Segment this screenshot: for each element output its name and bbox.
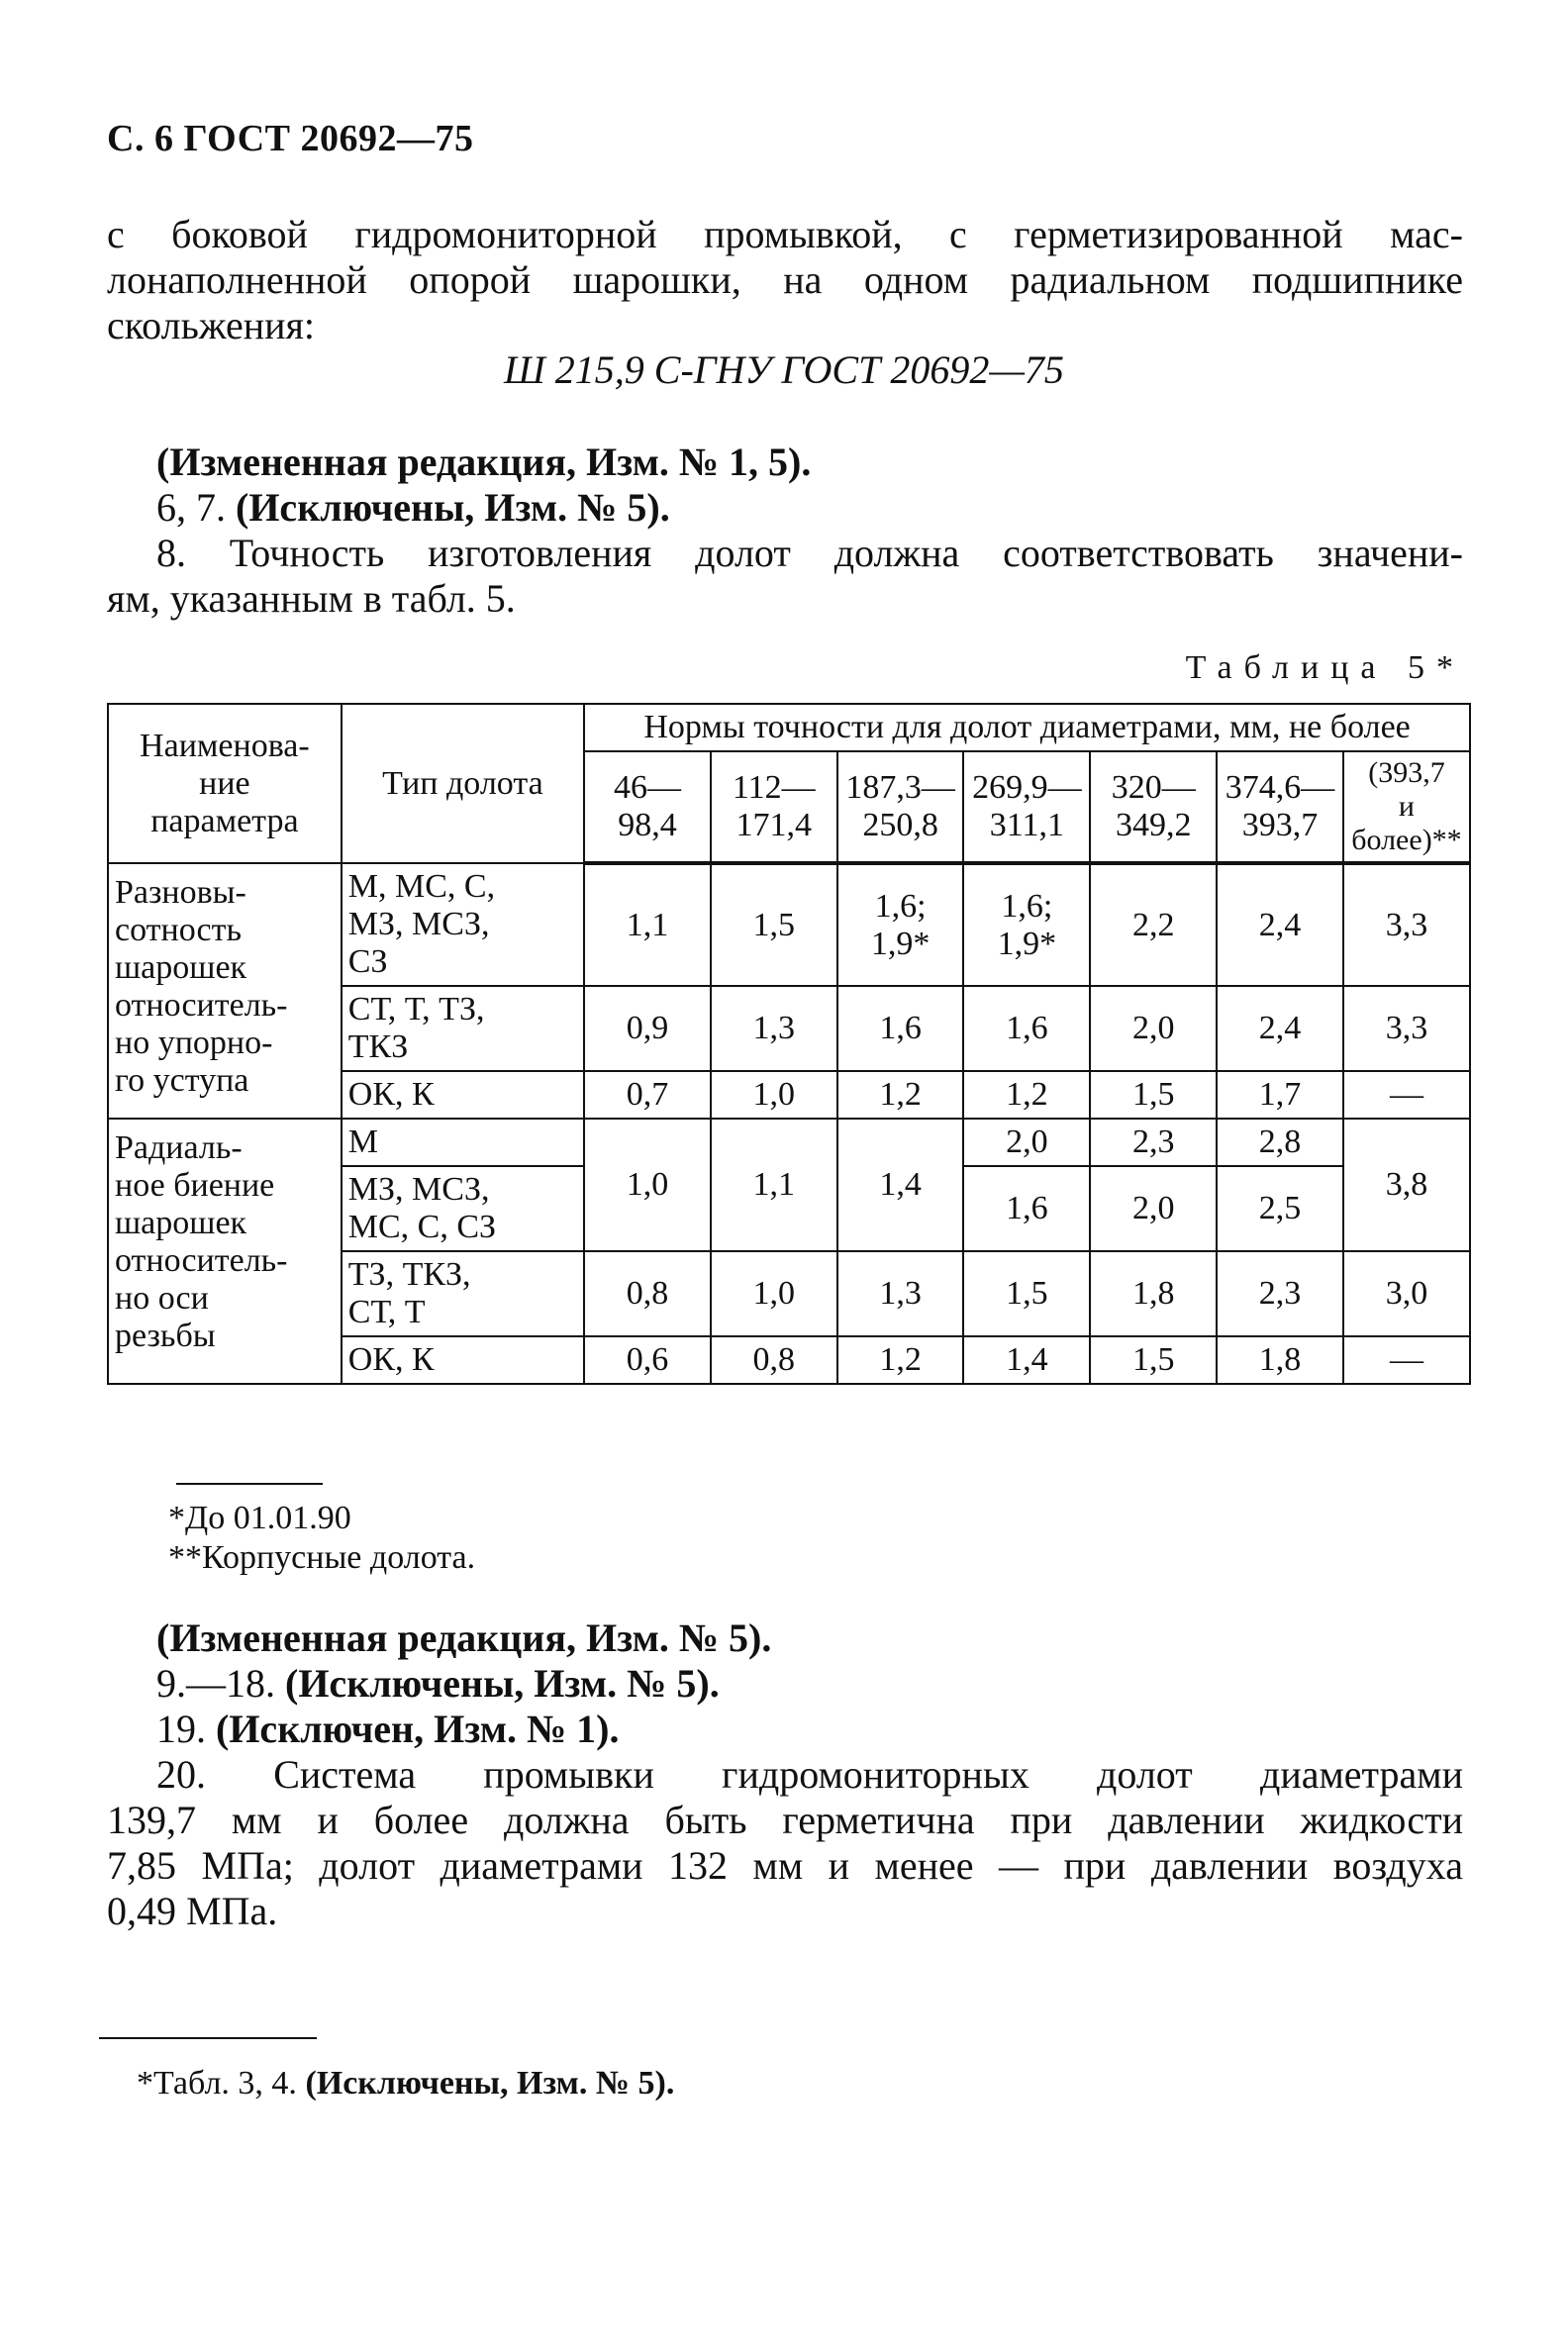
- table-row: [108, 1119, 1470, 1166]
- value-cell: 2,4: [1217, 986, 1343, 1071]
- item-20-line: 139,7 мм и более должна быть герметична при давлении жидкости: [107, 1798, 1463, 1842]
- value-cell: —: [1343, 1071, 1470, 1119]
- footnote: *До 01.01.90: [168, 1500, 351, 1536]
- value-cell: 0,7: [584, 1071, 711, 1119]
- header-diameter: (393,7 и более)**: [1343, 751, 1470, 863]
- value-cell: 1,6: [837, 986, 964, 1071]
- value-cell: 2,0: [1090, 986, 1217, 1071]
- value-cell: 1,0: [584, 1119, 711, 1251]
- value-cell: 3,0: [1343, 1251, 1470, 1336]
- header-line: Наименова-: [140, 727, 310, 764]
- value-cell: 2,8: [1217, 1119, 1343, 1166]
- item-9-18: [107, 1661, 1463, 1707]
- item-8-line: 8. Точность изготовления долот должна соответствовать значени-: [156, 531, 1463, 575]
- bit-type: М: [342, 1119, 584, 1166]
- bit-designation: Ш 215,9 С-ГНУ ГОСТ 20692—75: [504, 347, 1064, 392]
- value-cell: 0,8: [584, 1251, 711, 1336]
- value-cell: 0,9: [584, 986, 711, 1071]
- value-cell: 1,1: [584, 863, 711, 986]
- change-note: (Измененная редакция, Изм. № 1, 5).: [156, 440, 812, 484]
- item-number: 19.: [156, 1707, 206, 1751]
- item-6-7: [107, 485, 1463, 531]
- header-diameter: 320— 349,2: [1090, 751, 1217, 863]
- value-cell: 3,3: [1343, 863, 1470, 986]
- header-diameter: 112— 171,4: [711, 751, 837, 863]
- page-footnote: [137, 2065, 674, 2103]
- value-cell: 2,5: [1217, 1166, 1343, 1251]
- header-diameter: 187,3— 250,8: [837, 751, 964, 863]
- value-cell: 1,4: [963, 1336, 1090, 1384]
- header-diameter: 269,9— 311,1: [963, 751, 1090, 863]
- footnote-divider: [176, 1483, 323, 1485]
- param-name: Радиаль- ное биение шарошек относитель- но оси резьбы: [108, 1119, 342, 1384]
- value-cell: 1,2: [837, 1336, 964, 1384]
- header-param: [108, 704, 342, 863]
- bit-type: СТ, Т, ТЗ, ТКЗ: [342, 986, 584, 1071]
- header-type: Тип долота: [342, 704, 584, 863]
- footnote-status: (Исключены, Изм. № 5).: [305, 2065, 675, 2102]
- value-cell: 1,1: [711, 1119, 837, 1251]
- item-number: 9.—18.: [156, 1661, 275, 1706]
- value-cell: 1,5: [963, 1251, 1090, 1336]
- value-cell: 1,4: [837, 1119, 964, 1251]
- header-diameter: 374,6— 393,7: [1217, 751, 1343, 863]
- value-cell: 2,3: [1217, 1251, 1343, 1336]
- header-diameter: 46— 98,4: [584, 751, 711, 863]
- header-group: Нормы точности для долот диаметрами, мм, не более: [584, 704, 1470, 751]
- item-status: (Исключен, Изм. № 1).: [216, 1707, 620, 1751]
- value-cell: 2,3: [1090, 1119, 1217, 1166]
- value-cell: 2,2: [1090, 863, 1217, 986]
- param-name: Разновы- сотность шарошек относитель- но упорно- го уступа: [108, 863, 342, 1119]
- value-cell: 1,5: [1090, 1071, 1217, 1119]
- bit-type: МЗ, МСЗ, МС, С, СЗ: [342, 1166, 584, 1251]
- value-cell: 1,0: [711, 1251, 837, 1336]
- change-block-2: [107, 1615, 1463, 1934]
- value-cell: 1,2: [837, 1071, 964, 1119]
- page-header: С. 6 ГОСТ 20692—75: [107, 118, 474, 159]
- value-cell: 1,5: [711, 863, 837, 986]
- value-cell: 3,8: [1343, 1119, 1470, 1251]
- value-cell: 1,5: [1090, 1336, 1217, 1384]
- header-line: параметра: [150, 802, 299, 839]
- value-cell: 1,3: [837, 1251, 964, 1336]
- item-20-line: 20. Система промывки гидромониторных долот диаметрами: [156, 1752, 1463, 1797]
- value-cell: 3,3: [1343, 986, 1470, 1071]
- value-cell: 2,0: [963, 1119, 1090, 1166]
- footnote: **Корпусные долота.: [168, 1539, 476, 1576]
- value-cell: 1,6: [963, 1166, 1090, 1251]
- intro-paragraph: [107, 212, 1463, 348]
- item-number: 6, 7.: [156, 485, 226, 530]
- intro-line: скольжения:: [107, 303, 316, 347]
- value-cell: 2,4: [1217, 863, 1343, 986]
- intro-line: лонаполненной опорой шарошки, на одном радиальном подшипнике: [107, 257, 1463, 302]
- value-cell: 1,6; 1,9*: [837, 863, 964, 986]
- value-cell: 1,6: [963, 986, 1090, 1071]
- value-cell: 0,8: [711, 1336, 837, 1384]
- item-status: (Исключены, Изм. № 5).: [285, 1661, 720, 1706]
- item-20-line: 7,85 МПа; долот диаметрами 132 мм и менее — при давлении воздуха: [107, 1843, 1463, 1888]
- value-cell: 1,0: [711, 1071, 837, 1119]
- bit-type: ОК, К: [342, 1336, 584, 1384]
- value-cell: 1,7: [1217, 1071, 1343, 1119]
- table-footnotes: [168, 1499, 475, 1578]
- precision-table: [107, 703, 1471, 1385]
- value-cell: 1,3: [711, 986, 837, 1071]
- header-line: ние: [199, 764, 250, 802]
- bit-type: ТЗ, ТКЗ, СТ, Т: [342, 1251, 584, 1336]
- item-status: (Исключены, Изм. № 5).: [236, 485, 670, 530]
- item-20-line: 0,49 МПа.: [107, 1889, 278, 1933]
- bit-type: ОК, К: [342, 1071, 584, 1119]
- change-note: (Измененная редакция, Изм. № 5).: [156, 1615, 772, 1660]
- table-row: [108, 863, 1470, 986]
- table-caption: Таблица 5*: [1185, 649, 1465, 686]
- item-19: [107, 1707, 1463, 1752]
- value-cell: 1,8: [1090, 1251, 1217, 1336]
- intro-line: с боковой гидромониторной промывкой, с герметизированной мас-: [107, 212, 1463, 256]
- value-cell: 2,0: [1090, 1166, 1217, 1251]
- value-cell: 1,6; 1,9*: [963, 863, 1090, 986]
- value-cell: —: [1343, 1336, 1470, 1384]
- item-8-line: ям, указанным в табл. 5.: [107, 576, 516, 621]
- value-cell: 1,8: [1217, 1336, 1343, 1384]
- value-cell: 1,2: [963, 1071, 1090, 1119]
- footnote-prefix: *Табл. 3, 4.: [137, 2065, 297, 2102]
- change-block-1: [107, 440, 1463, 622]
- value-cell: 0,6: [584, 1336, 711, 1384]
- footnote-divider: [99, 2037, 317, 2039]
- bit-type: М, МС, С, МЗ, МСЗ, СЗ: [342, 863, 584, 986]
